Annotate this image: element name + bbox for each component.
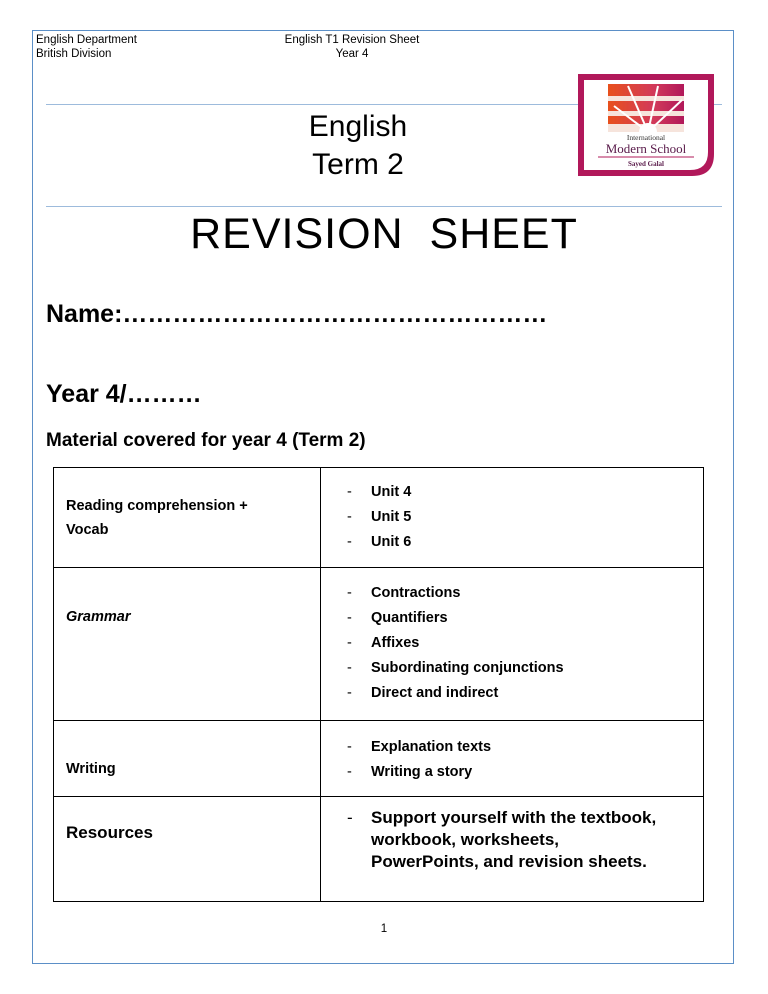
header-sheet-title — [262, 33, 442, 61]
row-label-text: Reading comprehension + Vocab — [66, 497, 248, 538]
row-label-grammar — [54, 568, 321, 721]
row-items-grammar — [321, 568, 704, 721]
title-line2: Term 2 — [312, 148, 404, 181]
row-items-reading — [321, 468, 704, 568]
row-label-writing — [54, 721, 321, 797]
table-row — [54, 797, 704, 902]
list-item: - Support yourself with the textbook, workbook, worksheets, PowerPoints, and revision sheets. — [347, 807, 671, 873]
list-item: - Explanation texts — [347, 735, 703, 760]
header-department — [36, 33, 137, 61]
logo-line1: International — [626, 133, 666, 142]
row-items-writing — [321, 721, 704, 797]
table-row — [54, 568, 704, 721]
page-number: 1 — [380, 923, 388, 935]
title-line1: English — [308, 110, 408, 143]
list-item: - Contractions — [347, 581, 703, 606]
revision-sheet-heading: REVISION SHEET — [190, 210, 578, 258]
header-left-line2: British Division — [36, 48, 112, 60]
list-item: - Subordinating conjunctions — [347, 656, 703, 681]
school-logo-graphic — [574, 70, 718, 180]
divider-bottom — [46, 206, 722, 207]
list-item: - Affixes — [347, 631, 703, 656]
list-item: - Writing a story — [347, 760, 703, 785]
row-label-text: Resources — [66, 823, 153, 842]
header-center-line2: Year 4 — [335, 48, 369, 60]
name-field-label: Name:…………………………………………… — [46, 300, 548, 328]
header-center-line1: English T1 Revision Sheet — [284, 34, 420, 46]
row-label-text: Grammar — [66, 609, 131, 625]
year-field-label: Year 4/……… — [46, 380, 202, 408]
list-item: - Quantifiers — [347, 606, 703, 631]
row-label-resources — [54, 797, 321, 902]
table-row — [54, 468, 704, 568]
list-item: - Unit 6 — [347, 530, 703, 555]
row-items-resources — [321, 797, 704, 902]
logo-line2: Modern School — [605, 141, 687, 156]
table-row — [54, 721, 704, 797]
row-label-reading — [54, 468, 321, 568]
list-item: - Unit 4 — [347, 480, 703, 505]
material-heading: Material covered for year 4 (Term 2) — [46, 430, 366, 451]
school-logo — [574, 70, 718, 180]
header-left-line1: English Department — [36, 34, 137, 46]
material-table — [53, 467, 704, 902]
list-item: - Direct and indirect — [347, 681, 703, 706]
page-title — [258, 108, 458, 184]
row-label-text: Writing — [66, 760, 116, 777]
logo-line3: Sayed Galal — [628, 160, 664, 168]
list-item: - Unit 5 — [347, 505, 703, 530]
